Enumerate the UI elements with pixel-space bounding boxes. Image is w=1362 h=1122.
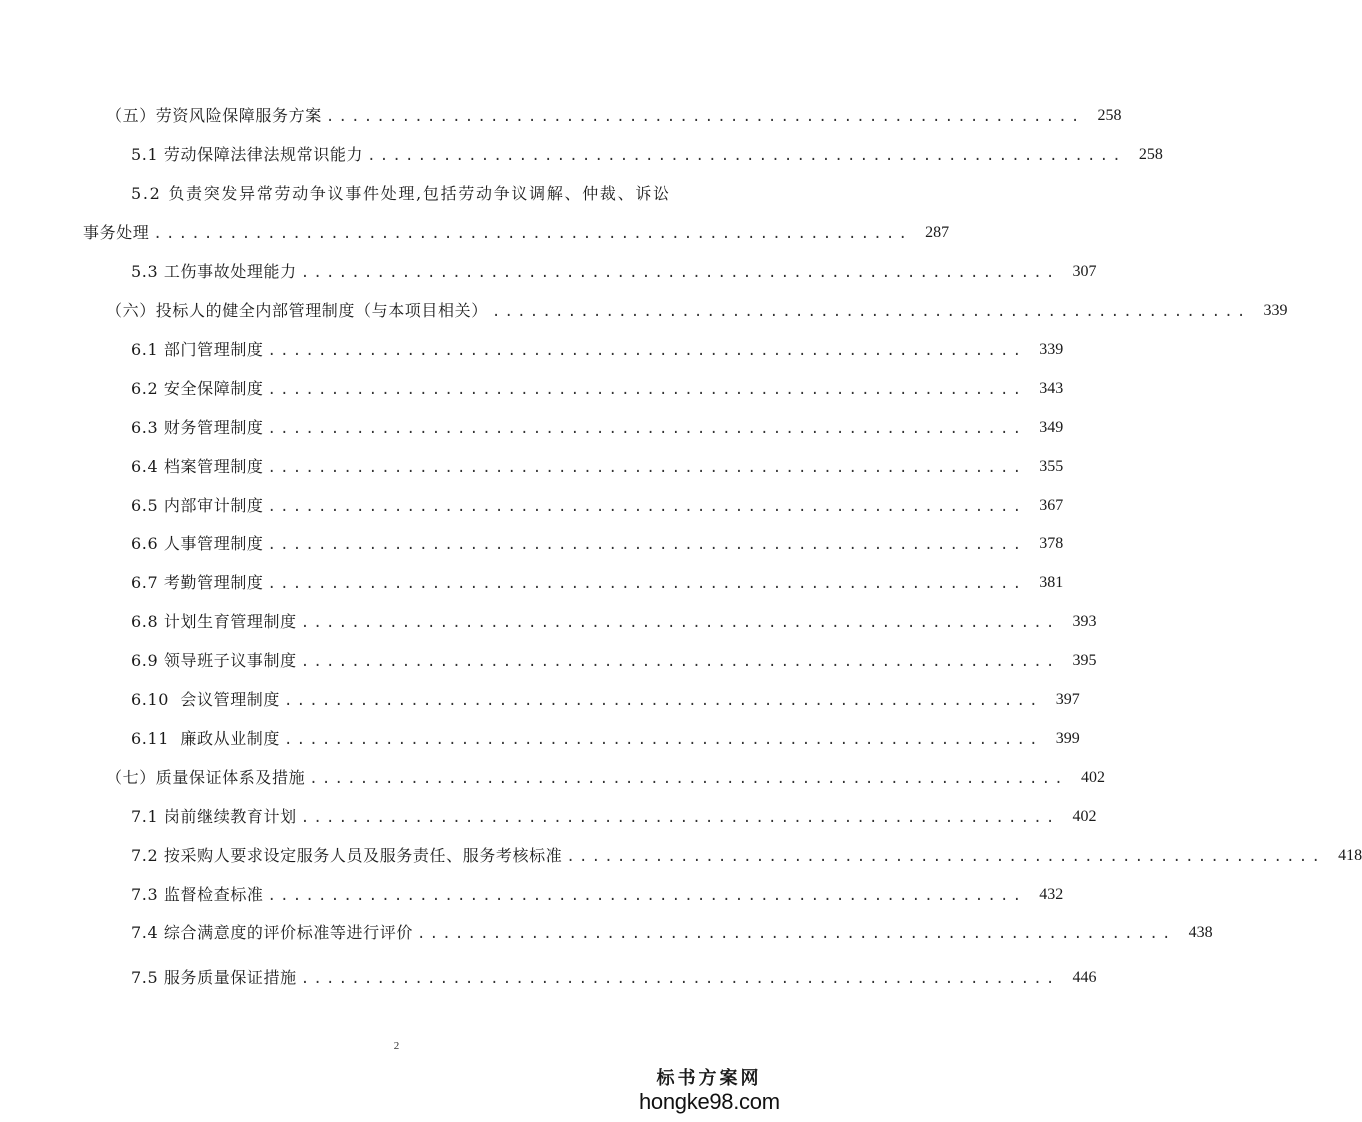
toc-entry-title: 6.1 部门管理制度 <box>131 340 264 359</box>
dot-leader: ............................................................ <box>300 265 1059 281</box>
dot-leader: ............................................................ <box>267 537 1026 553</box>
toc-entry-page: 355 <box>1039 458 1064 475</box>
toc-entry-page: 446 <box>1072 969 1097 986</box>
dot-leader: ............................................................ <box>416 926 1175 942</box>
toc-entry-title: 6.10 会议管理制度 <box>131 690 280 709</box>
toc-entry-title: 6.4 档案管理制度 <box>131 457 264 476</box>
toc-entry-page: 287 <box>925 224 950 241</box>
toc-entry-title: 7.3 监督检查标准 <box>131 885 264 904</box>
toc-entry-title: 5.1 劳动保障法律法规常识能力 <box>131 145 364 164</box>
toc-entry-page: 432 <box>1039 886 1064 903</box>
dot-leader: ............................................................ <box>300 615 1059 631</box>
toc-entry-title: 7.1 岗前继续教育计划 <box>131 807 297 826</box>
toc-entry-page: 367 <box>1039 497 1064 514</box>
toc-entry-title: 7.4 综合满意度的评价标准等进行评价 <box>131 923 413 942</box>
dot-leader: ............................................................ <box>325 109 1084 125</box>
toc-entry-title: （五）劳资风险保障服务方案 <box>106 106 322 125</box>
toc-entry-title: 7.5 服务质量保证措施 <box>131 968 297 987</box>
dot-leader: ............................................................ <box>309 771 1067 787</box>
dot-leader: ............................................................ <box>267 888 1026 904</box>
toc-entry-title: （六）投标人的健全内部管理制度（与本项目相关） <box>106 301 488 320</box>
toc-entry-title: 6.7 考勤管理制度 <box>131 573 264 592</box>
toc-entry-page: 307 <box>1072 263 1097 280</box>
dot-leader: ............................................................ <box>153 226 912 242</box>
dot-leader: ............................................................ <box>284 732 1042 748</box>
toc-entry-page: 402 <box>1080 769 1105 786</box>
dot-leader: ............................................................ <box>267 343 1026 359</box>
toc-entry-title: 5.3 工伤事故处理能力 <box>131 262 297 281</box>
toc-entry-page: 393 <box>1072 613 1097 630</box>
toc-entry-title: 6.5 内部审计制度 <box>131 496 264 515</box>
toc-entry-page: 395 <box>1072 652 1097 669</box>
toc-entry-title: 6.6 人事管理制度 <box>131 534 264 553</box>
toc-entry-title: 6.2 安全保障制度 <box>131 379 264 398</box>
watermark-url: hongke98.com <box>639 1089 780 1114</box>
dot-leader: ............................................................ <box>284 693 1042 709</box>
dot-leader: ............................................................ <box>566 849 1325 865</box>
dot-leader: ............................................................ <box>300 654 1059 670</box>
dot-leader: ............................................................ <box>491 304 1250 320</box>
toc-entry-page: 438 <box>1188 924 1213 941</box>
dot-leader: ............................................................ <box>267 499 1026 515</box>
watermark-title: 标书方案网 <box>656 1068 762 1089</box>
dot-leader: ............................................................ <box>267 421 1026 437</box>
toc-entry-title: 6.8 计划生育管理制度 <box>131 612 297 631</box>
dot-leader: ............................................................ <box>267 382 1026 398</box>
toc-entry-page: 339 <box>1039 341 1064 358</box>
site-watermark <box>639 1068 779 1114</box>
toc-entry-page: 258 <box>1097 107 1122 124</box>
dot-leader: ............................................................ <box>300 810 1059 826</box>
page-number: 2 <box>393 1040 400 1052</box>
toc-entry-title: 6.11 廉政从业制度 <box>131 729 280 748</box>
toc-entry-page: 402 <box>1072 808 1097 825</box>
toc-entry-page: 378 <box>1039 535 1064 552</box>
toc-entry-title: 7.2 按采购人要求设定服务人员及服务责任、服务考核标准 <box>131 846 563 865</box>
toc-entry-page: 339 <box>1263 302 1288 319</box>
toc-entry-page: 418 <box>1338 847 1362 864</box>
toc-entry-title: 6.9 领导班子议事制度 <box>131 651 297 670</box>
dot-leader: ............................................................ <box>367 148 1125 164</box>
toc-entry-title: （七）质量保证体系及措施 <box>106 768 306 787</box>
dot-leader: ............................................................ <box>267 576 1026 592</box>
toc-entry-title: 事务处理 <box>83 223 150 242</box>
toc-entry-title-line1: 5.2 负责突发异常劳动争议事件处理,包括劳动争议调解、仲裁、诉讼 <box>131 184 671 203</box>
dot-leader: ............................................................ <box>300 971 1059 987</box>
toc-entry-page: 397 <box>1055 691 1080 708</box>
toc-entry-page: 349 <box>1039 419 1064 436</box>
dot-leader: ............................................................ <box>267 460 1026 476</box>
toc-entry-page: 381 <box>1039 574 1064 591</box>
toc-entry-page: 399 <box>1055 730 1080 747</box>
toc-entry-page: 258 <box>1138 146 1163 163</box>
toc-entry-title: 6.3 财务管理制度 <box>131 418 264 437</box>
toc-entry-page: 343 <box>1039 380 1064 397</box>
